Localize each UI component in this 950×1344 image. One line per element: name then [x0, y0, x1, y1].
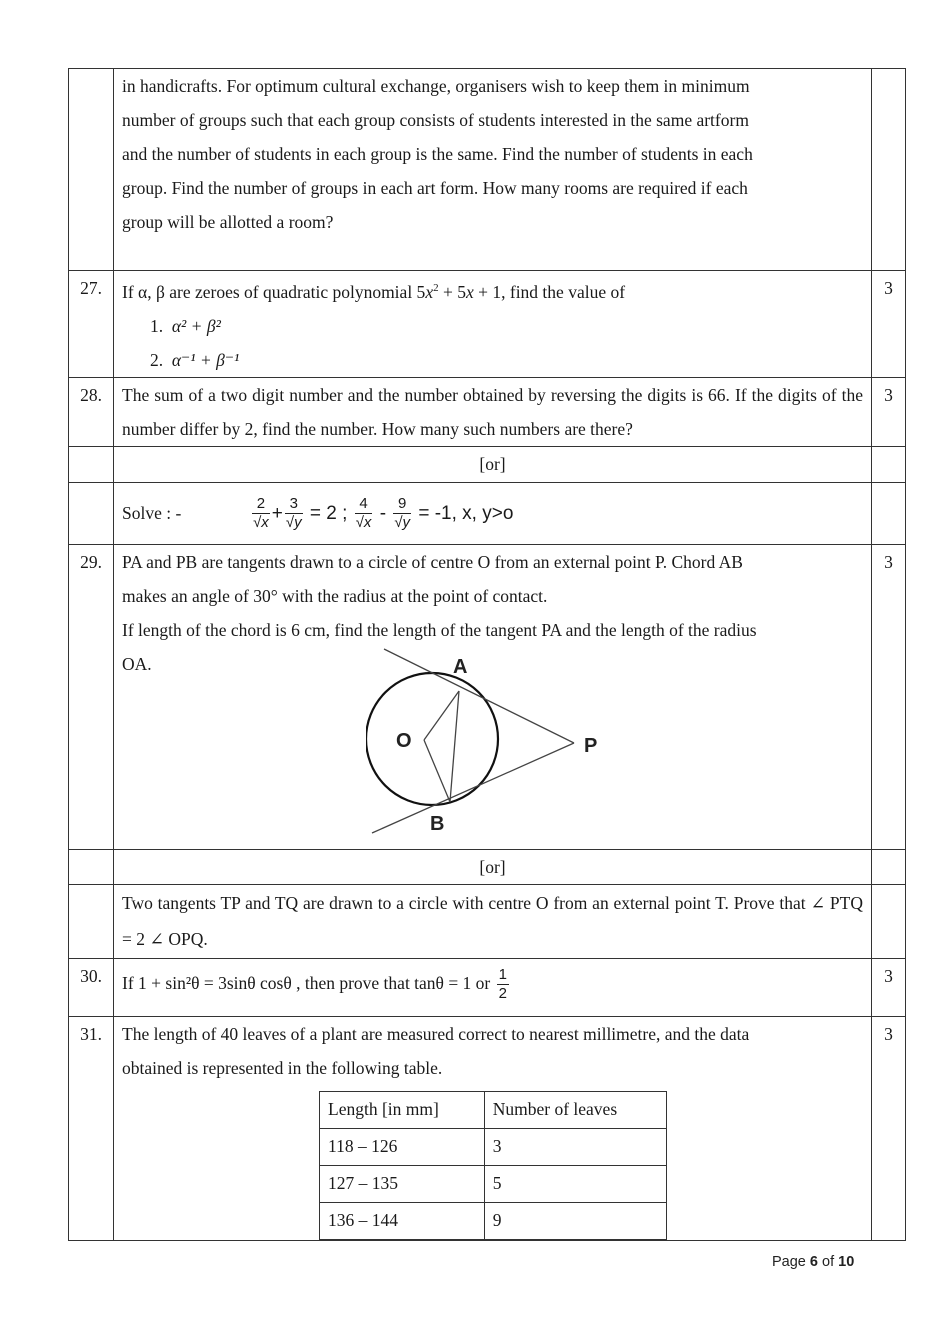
question-marks: 3: [872, 1016, 906, 1240]
question-29-text: PA and PB are tangents drawn to a circle of centre O from an external point P. Chord AB makes an angle of 30° with the radius at the point of contact. If length of the chord is 6 cm, find the length of the tangent PA and the length of the radius OA. A O P B: [114, 544, 872, 849]
equation-pair: $\frac{2}{√x}$ + $\frac{3}{√y}$ = 2 ; $\frac{4}{√x}$ - $\frac{9}{√y}$ = -1, x, y>o: [253, 495, 514, 532]
question-paper-page: [68, 68, 906, 1241]
table-row: [320, 1128, 667, 1165]
question-27: [69, 271, 906, 378]
table-cell: 5: [484, 1165, 666, 1202]
question-29-alt-text: Two tangents TP and TQ are drawn to a circle with centre O from an external point T. Prove that ∠ PTQ = 2 ∠ OPQ.: [114, 884, 872, 958]
label-B: B: [430, 812, 445, 835]
table-cell: 118 – 126: [320, 1128, 485, 1165]
fraction: $\frac{4}{√x}$: [355, 495, 372, 532]
question-28: [69, 377, 906, 446]
q27-stem: If α, β are zeroes of quadratic polynomial $5x^2 + 5x + 1$, find the value of: [122, 281, 626, 302]
or-label: [or]: [114, 849, 872, 884]
page-footer: Page 6 of 10: [772, 1254, 855, 1270]
leaves-data-table: [319, 1091, 667, 1240]
radius-OA: [424, 691, 459, 740]
question-29-alternative: [69, 884, 906, 958]
label-P: P: [584, 734, 598, 757]
question-28-text: The sum of a two digit number and the number obtained by reversing the digits is 66. If the digits of the number differ by 2, find the number. How many such numbers are there?: [114, 377, 872, 446]
table-cell: 9: [484, 1202, 666, 1239]
tangent-PB-line: [372, 743, 574, 833]
label-O: O: [396, 729, 412, 752]
column-header: Length [in mm]: [320, 1091, 485, 1128]
question-30: [69, 958, 906, 1016]
question-28-alternative: [69, 482, 906, 544]
table-row: [320, 1202, 667, 1239]
question-30-text: If 1 + sin²θ = 3sinθ cosθ , then prove that tanθ = 1 or $\frac{1}{2}$: [114, 958, 872, 1016]
or-row: [69, 446, 906, 482]
question-26-text: [114, 69, 872, 271]
question-31: [69, 1016, 906, 1240]
or-row: [69, 849, 906, 884]
q27-subparts: [122, 309, 863, 377]
list-item: 1. α² + β²: [150, 315, 221, 336]
questions-table: [68, 68, 906, 1241]
question-marks: 3: [872, 271, 906, 378]
question-marks: 3: [872, 544, 906, 849]
fraction: $\frac{1}{2}$: [498, 966, 507, 1003]
table-cell: 136 – 144: [320, 1202, 485, 1239]
tangent-PA-line: [384, 649, 574, 743]
question-number: 31.: [69, 1016, 114, 1240]
table-header-row: [320, 1091, 667, 1128]
q26-line: group. Find the number of groups in each art form. How many rooms are required if each: [122, 178, 748, 198]
chord-AB: [450, 691, 459, 802]
fraction: $\frac{2}{√x}$: [253, 495, 269, 532]
tangent-circle-figure: [366, 645, 616, 835]
solve-label: Solve : -: [122, 502, 182, 523]
q26-line: in handicrafts. For optimum cultural exchange, organisers wish to keep them in minimum: [122, 76, 750, 96]
question-26-continuation: [69, 69, 906, 271]
label-A: A: [453, 655, 468, 678]
or-label: [or]: [114, 446, 872, 482]
question-31-text: The length of 40 leaves of a plant are measured correct to nearest millimetre, and the data obtained is represented in the following table. Length [in mm] Number of leaves 118 – 126 3 127 – 135 5 136 – 144 9: [114, 1016, 872, 1240]
question-marks: 3: [872, 958, 906, 1016]
question-number: 30.: [69, 958, 114, 1016]
solve-equations: [114, 482, 872, 544]
q26-line: group will be allotted a room?: [122, 212, 334, 232]
q26-line: number of groups such that each group consists of students interested in the same artform: [122, 110, 749, 130]
question-number: 27.: [69, 271, 114, 378]
table-cell: 3: [484, 1128, 666, 1165]
table-row: [320, 1165, 667, 1202]
question-number: 28.: [69, 377, 114, 446]
question-number: 29.: [69, 544, 114, 849]
radius-OB: [424, 740, 450, 802]
fraction: $\frac{3}{√y}$: [285, 495, 302, 532]
question-29: [69, 544, 906, 849]
question-27-text: [114, 271, 872, 378]
q26-line: and the number of students in each group is the same. Find the number of students in each: [122, 144, 753, 164]
question-marks: 3: [872, 377, 906, 446]
fraction: $\frac{9}{√y}$: [394, 495, 411, 532]
list-item: 2. α⁻¹ + β⁻¹: [150, 349, 240, 370]
column-header: Number of leaves: [484, 1091, 666, 1128]
table-cell: 127 – 135: [320, 1165, 485, 1202]
